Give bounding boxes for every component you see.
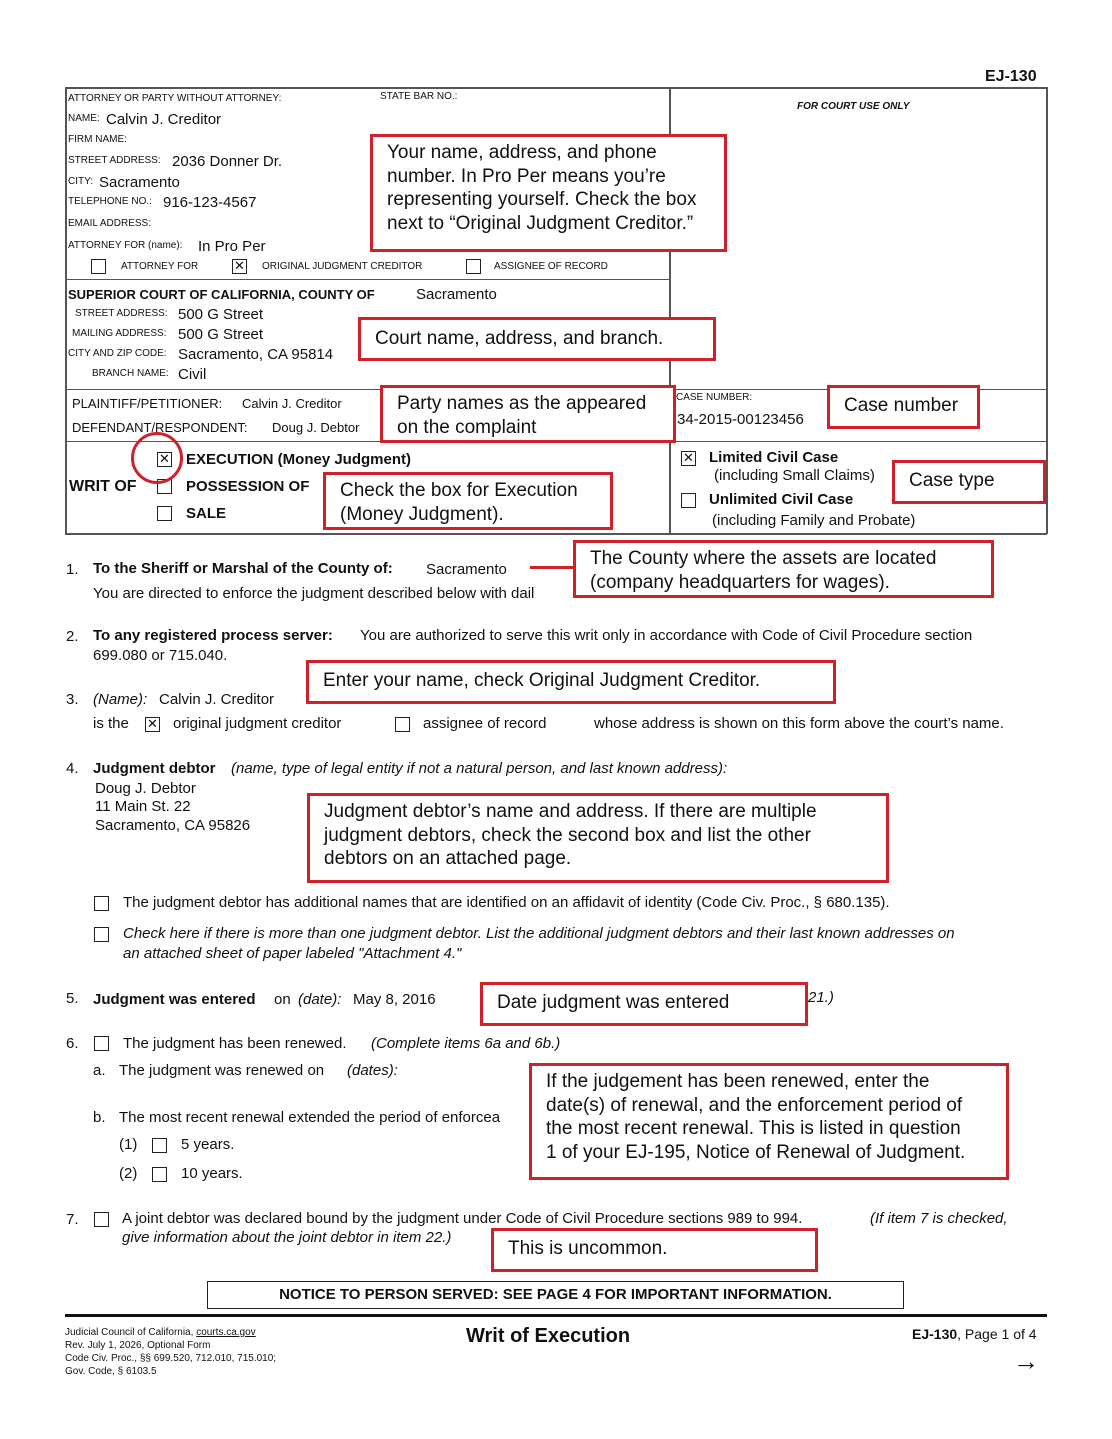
item-1-number: 1. <box>66 561 79 578</box>
item-6b1-checkbox[interactable] <box>152 1138 167 1153</box>
item-3-is-the: is the <box>93 715 129 732</box>
form-title: Writ of Execution <box>466 1325 631 1347</box>
annotation-creditor-name: Enter your name, check Original Judgment Creditor. <box>306 660 836 704</box>
firm-label: FIRM NAME: <box>68 134 127 145</box>
item-4-instructions: (name, type of legal entity if not a natural person, and last known address): <box>231 760 728 777</box>
item-4-additional-text: The judgment debtor has additional names that are identified on an affidavit of identity (Code Civ. Proc., § 680.135). <box>123 894 890 911</box>
form-code: EJ-130 <box>985 68 1037 85</box>
item-6b-label: b. <box>93 1109 106 1126</box>
mailing-label: MAILING ADDRESS: <box>72 328 167 339</box>
item-6-number: 6. <box>66 1035 79 1052</box>
item-6b2-label: (2) <box>119 1165 138 1182</box>
attorney-for-checkbox[interactable] <box>91 259 106 274</box>
street-label: STREET ADDRESS: <box>68 155 161 166</box>
item-6-instructions: (Complete items 6a and 6b.) <box>371 1035 561 1052</box>
item-6a-label: a. <box>93 1062 106 1079</box>
writ-possession-label: POSSESSION OF <box>186 478 310 495</box>
footer-page: , Page 1 of 4 <box>957 1326 1037 1342</box>
item-6-checkbox[interactable] <box>94 1036 109 1051</box>
attorney-for-label: ATTORNEY FOR (name): <box>68 240 183 251</box>
annotation-judgment-date: Date judgment was entered <box>480 982 808 1026</box>
footer-code: Code Civ. Proc., §§ 699.520, 712.010, 715.010; <box>65 1353 277 1364</box>
court-use-label: FOR COURT USE ONLY <box>797 101 910 112</box>
annotation-court: Court name, address, and branch. <box>358 317 716 361</box>
branch-label: BRANCH NAME: <box>92 368 169 379</box>
item-3-address-note: whose address is shown on this form above the court’s name. <box>594 715 1004 732</box>
item-4-more-checkbox[interactable] <box>94 927 109 942</box>
item-2-text: You are authorized to serve this writ only in accordance with Code of Civil Procedure section <box>360 627 973 644</box>
attorney-city[interactable]: Sacramento <box>99 174 180 191</box>
annotation-writ-execution: Check the box for Execution (Money Judgment). <box>323 472 613 530</box>
annotation-pointer <box>530 566 574 569</box>
court-county[interactable]: Sacramento <box>416 286 497 303</box>
debtor-city[interactable]: Sacramento, CA 95826 <box>95 817 251 834</box>
item-5-on: on <box>274 991 291 1008</box>
annotation-county: The County where the assets are located (company headquarters for wages). <box>573 540 994 598</box>
unlimited-sub: (including Family and Probate) <box>712 512 916 529</box>
annotation-parties: Party names as the appeared on the complaint <box>380 385 676 443</box>
item-3-assignee-label: assignee of record <box>423 715 547 732</box>
annotation-renewal: If the judgement has been renewed, enter the date(s) of renewal, and the enforcement period of the most recent renewal. This is listed in question 1 of your EJ-195, Notice of Renewal of Judgment. <box>529 1063 1009 1180</box>
annotation-case-type: Case type <box>892 460 1046 504</box>
attorney-telephone[interactable]: 916-123-4567 <box>163 194 257 211</box>
name-label: NAME: <box>68 113 100 124</box>
limited-sub: (including Small Claims) <box>714 467 875 484</box>
attorney-for-option: ATTORNEY FOR <box>121 261 199 272</box>
annotation-attorney-info: Your name, address, and phone number. In Pro Per means you’re representing yourself. Check the box next to “Original Judgment Creditor.” <box>370 134 727 252</box>
item-4-number: 4. <box>66 760 79 777</box>
item-4-heading: Judgment debtor <box>93 760 216 777</box>
case-number-label: CASE NUMBER: <box>676 392 753 403</box>
item-7-checkbox[interactable] <box>94 1212 109 1227</box>
limited-checkbox[interactable] <box>681 451 696 466</box>
court-street-label: STREET ADDRESS: <box>75 308 168 319</box>
item-6b2-text: 10 years. <box>181 1165 243 1182</box>
debtor-name[interactable]: Doug J. Debtor <box>95 780 196 797</box>
footer-citations <box>65 1326 276 1378</box>
item-1-county[interactable]: Sacramento <box>426 561 507 578</box>
item-3-name[interactable]: Calvin J. Creditor <box>159 691 275 708</box>
item-5-date-label: (date): <box>298 991 342 1008</box>
item-6b-text: The most recent renewal extended the period of enforcea <box>119 1109 501 1126</box>
item-2-heading: To any registered process server: <box>93 627 333 644</box>
item-5-date[interactable]: May 8, 2016 <box>353 991 436 1008</box>
courts-link[interactable]: courts.ca.gov <box>196 1327 256 1338</box>
item-2-number: 2. <box>66 628 79 645</box>
footer-revision: Rev. July 1, 2026, Optional Form <box>65 1340 211 1351</box>
unlimited-checkbox[interactable] <box>681 493 696 508</box>
item-5-number: 5. <box>66 990 79 1007</box>
item-3-assignee-checkbox[interactable] <box>395 717 410 732</box>
debtor-street[interactable]: 11 Main St. 22 <box>95 798 191 815</box>
item-4-more-text-1: Check here if there is more than one judgment debtor. List the additional judgment debtors and their last known addresses on <box>123 925 955 942</box>
court-mailing[interactable]: 500 G Street <box>178 326 264 343</box>
original-creditor-option: ORIGINAL JUDGMENT CREDITOR <box>262 261 423 272</box>
item-2-text-2: 699.080 or 715.040. <box>93 647 228 664</box>
defendant-label: DEFENDANT/RESPONDENT: <box>72 420 248 435</box>
city-label: CITY: <box>68 176 94 187</box>
item-7-number: 7. <box>66 1211 79 1228</box>
unlimited-label: Unlimited Civil Case <box>709 491 854 508</box>
court-branch[interactable]: Civil <box>178 366 207 383</box>
item-7-text: A joint debtor was declared bound by the judgment under Code of Civil Procedure sections 989 to 994. <box>122 1210 803 1227</box>
item-6-text: The judgment has been renewed. <box>123 1035 347 1052</box>
court-street[interactable]: 500 G Street <box>178 306 264 323</box>
item-3-number: 3. <box>66 691 79 708</box>
highlight-circle <box>131 432 183 484</box>
footer-gov-code: Gov. Code, § 6103.5 <box>65 1366 157 1377</box>
footer-council: Judicial Council of California, <box>65 1327 194 1338</box>
item-1-text: You are directed to enforce the judgment described below with dail <box>93 585 535 602</box>
footer-form-code: EJ-130 <box>912 1326 958 1342</box>
item-3-original-checkbox[interactable] <box>145 717 160 732</box>
item-4-more-text-2: an attached sheet of paper labeled "Attachment 4." <box>123 945 462 962</box>
case-number[interactable]: 34-2015-00123456 <box>677 411 804 428</box>
item-5-tail: 21.) <box>808 989 834 1006</box>
item-6a-dates-label: (dates): <box>347 1062 398 1079</box>
state-bar-label: STATE BAR NO.: <box>380 91 458 102</box>
original-creditor-checkbox[interactable] <box>232 259 247 274</box>
email-label: EMAIL ADDRESS: <box>68 218 151 229</box>
annotation-case-number: Case number <box>827 385 980 429</box>
item-3-original-label: original judgment creditor <box>173 715 342 732</box>
item-5-heading: Judgment was entered <box>93 991 256 1008</box>
telephone-label: TELEPHONE NO.: <box>68 196 152 207</box>
page-indicator <box>912 1326 1037 1342</box>
item-7-instructions-2: give information about the joint debtor in item 22.) <box>122 1229 452 1246</box>
writ-sale-label: SALE <box>186 505 227 522</box>
writ-execution-label: EXECUTION (Money Judgment) <box>186 451 412 468</box>
attorney-header: ATTORNEY OR PARTY WITHOUT ATTORNEY: <box>68 93 282 104</box>
notice-box: NOTICE TO PERSON SERVED: SEE PAGE 4 FOR IMPORTANT INFORMATION. <box>207 1281 904 1309</box>
plaintiff-value[interactable]: Calvin J. Creditor <box>242 396 342 411</box>
court-city-zip[interactable]: Sacramento, CA 95814 <box>178 346 334 363</box>
court-label: SUPERIOR COURT OF CALIFORNIA, COUNTY OF <box>68 287 375 302</box>
attorney-name[interactable]: Calvin J. Creditor <box>106 111 222 128</box>
item-1-heading: To the Sheriff or Marshal of the County of: <box>93 560 393 577</box>
annotation-debtor: Judgment debtor’s name and address. If there are multiple judgment debtors, check the second box and list the other debtors on an attached page. <box>307 793 889 883</box>
item-6b2-checkbox[interactable] <box>152 1167 167 1182</box>
next-page-arrow-icon[interactable]: → <box>1013 1346 1039 1376</box>
plaintiff-label: PLAINTIFF/PETITIONER: <box>72 396 223 411</box>
limited-label: Limited Civil Case <box>709 449 839 466</box>
defendant-value[interactable]: Doug J. Debtor <box>272 420 360 435</box>
annotation-joint-debtor: This is uncommon. <box>491 1228 818 1272</box>
item-4-additional-checkbox[interactable] <box>94 896 109 911</box>
item-3-label: (Name): <box>93 691 148 708</box>
attorney-for-value[interactable]: In Pro Per <box>198 238 266 255</box>
assignee-option: ASSIGNEE OF RECORD <box>494 261 608 272</box>
item-6b1-label: (1) <box>119 1136 138 1153</box>
item-7-instructions-1: (If item 7 is checked, <box>870 1210 1008 1227</box>
assignee-checkbox[interactable] <box>466 259 481 274</box>
attorney-street[interactable]: 2036 Donner Dr. <box>172 153 283 170</box>
item-6a-text: The judgment was renewed on <box>119 1062 325 1079</box>
writ-sale-checkbox[interactable] <box>157 506 172 521</box>
city-zip-label: CITY AND ZIP CODE: <box>68 348 167 359</box>
writ-of-label: WRIT OF <box>69 478 137 495</box>
item-6b1-text: 5 years. <box>181 1136 235 1153</box>
